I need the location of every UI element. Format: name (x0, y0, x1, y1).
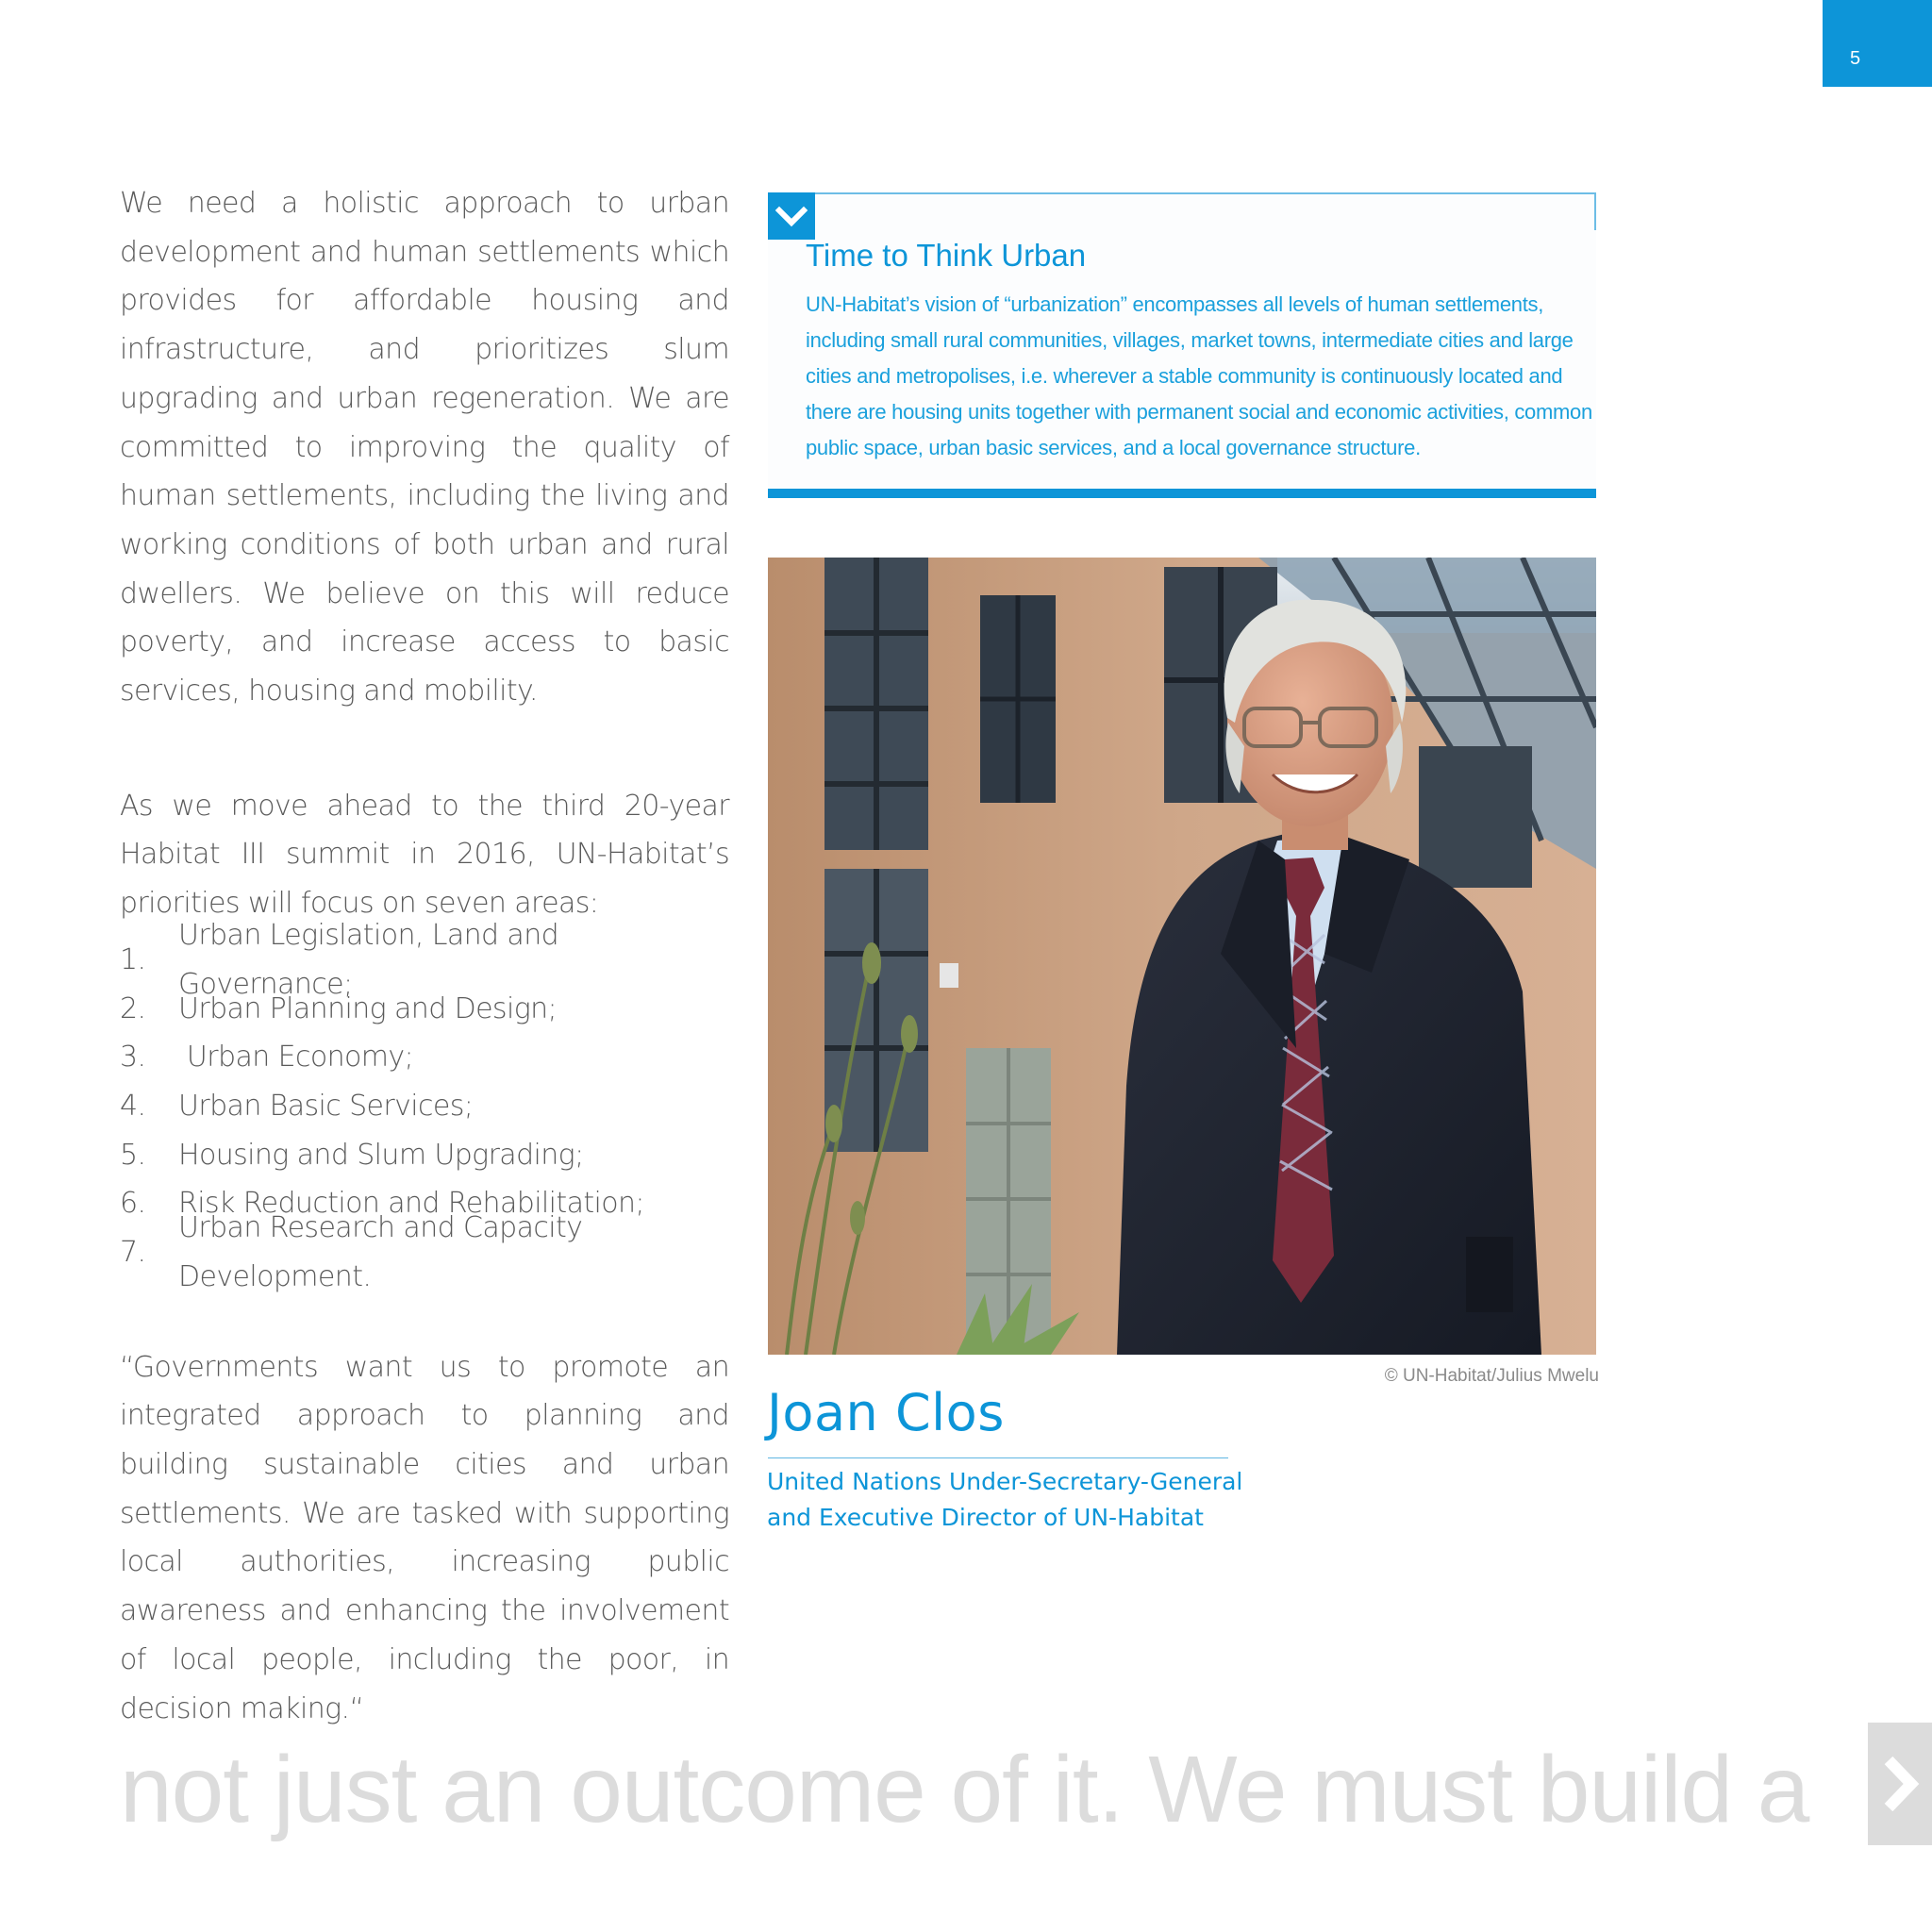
list-item: 1. Urban Legislation, Land and Governance; (120, 918, 559, 1001)
list-item: 2. Urban Planning and Design; (120, 991, 558, 1025)
list-item: 3. Urban Economy; (120, 1041, 414, 1074)
body-text-column (120, 179, 729, 1733)
info-box (768, 192, 1596, 498)
info-box-right-rule (1594, 192, 1596, 230)
info-box-top-rule (768, 192, 1596, 194)
info-box-bottom-rule (768, 489, 1596, 498)
page-number-tab (1823, 0, 1932, 87)
name-divider (768, 1457, 1228, 1458)
person-role-line-2: and Executive Director of UN-Habitat (767, 1504, 1204, 1531)
chevron-right-icon[interactable] (1868, 1723, 1932, 1845)
list-item: 7. Urban Research and Capacity Development. (120, 1211, 583, 1293)
person-name: Joan Clos (767, 1383, 1005, 1442)
intro-paragraph: We need a holistic approach to urban development and human settlements which provides for affordable housing and infrastructure, and prioritizes slum upgrading and urban regeneration. We are committed to improving the quality of human settlements, including the living and working conditions of both urban and rural dwellers. We believe on this will reduce poverty, and increase access to basic services, housing and mobility. (120, 187, 729, 708)
portrait-photo (768, 558, 1596, 1355)
quote-paragraph: “Governments want us to promote an integrated approach to planning and building sustainable cities and urban settlements. We are tasked with supporting local authorities, increasing public awareness and enhancing the involvement of local people, including the poor, in decision making.“ (120, 1350, 729, 1725)
pull-quote-line: not just an outcome of it. We must build a (120, 1737, 1809, 1842)
chevron-down-icon (768, 192, 815, 240)
photo-credit: © UN-Habitat/Julius Mwelu (1384, 1366, 1599, 1386)
list-item: 6. Risk Reduction and Rehabilitation; (120, 1187, 644, 1221)
priority-list (120, 918, 729, 1293)
info-box-title: Time to Think Urban (806, 238, 1087, 273)
list-item: 4. Urban Basic Services; (120, 1089, 474, 1123)
person-role-line-1: United Nations Under-Secretary-General (767, 1468, 1243, 1495)
page-number: 5 (1850, 48, 1861, 69)
priorities-intro: As we move ahead to the third 20-year Habitat III summit in 2016, UN-Habitat’s priorities will focus on seven areas: (120, 789, 729, 921)
person-role (767, 1464, 1242, 1536)
list-item: 5. Housing and Slum Upgrading; (120, 1138, 584, 1172)
info-box-text: UN-Habitat’s vision of “urbanization” encompasses all levels of human settlements, including small rural communities, villages, market towns, intermediate cities and large cities and metropolises, i.e. wherever a stable community is continuously located and there are housing units together with permanent social and economic activities, common public space, urban basic services, and a local governance structure. (806, 292, 1592, 459)
